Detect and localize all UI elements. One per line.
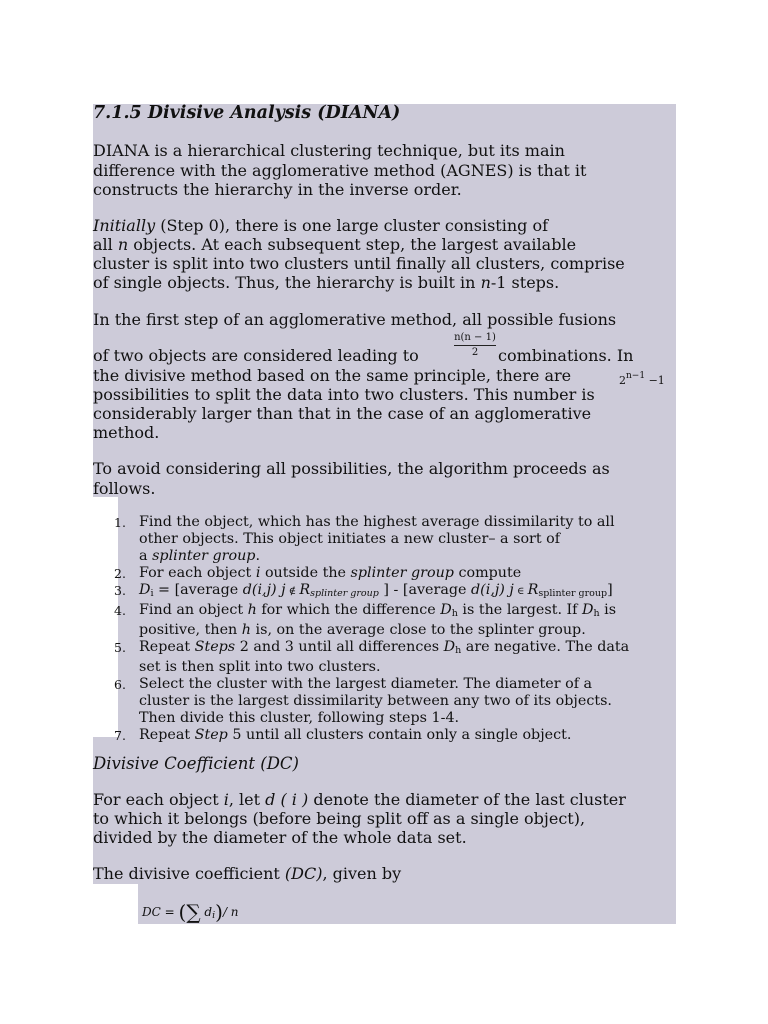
list-item — [114, 602, 629, 639]
var-n: n — [480, 273, 491, 292]
dc-heading — [93, 754, 299, 774]
italic-text: D — [440, 602, 452, 618]
step0-line-4 — [93, 273, 559, 293]
step1-line — [139, 548, 615, 565]
initially-italic: Initially — [93, 216, 156, 235]
text: Repeat — [139, 727, 195, 743]
list-item-text — [139, 565, 521, 582]
algorithm-steps-list — [114, 514, 629, 744]
intro-line-2: difference with the agglomerative method (AGNES) is that it — [93, 161, 587, 180]
italic-text: i — [223, 790, 229, 809]
text: a — [139, 548, 153, 564]
step4-line — [139, 622, 616, 639]
formula-paren: ( — [178, 900, 187, 924]
step0-text: -1 steps. — [490, 273, 560, 292]
avoid-line-1: To avoid considering all possibilities, the algorithm proceeds as — [93, 459, 610, 478]
fusions-line-5: considerably larger than that in the case of an agglomerative — [93, 404, 592, 423]
list-item — [114, 514, 629, 565]
text: is the largest. If — [457, 602, 583, 618]
subscript: h — [455, 645, 462, 656]
list-number: 5. — [114, 640, 126, 655]
subscript: i — [150, 588, 154, 599]
text: Find an object — [139, 602, 248, 618]
subscript: splinter group — [538, 588, 608, 599]
list-number: 7. — [114, 728, 126, 743]
fusions-line-4: possibilities to split the data into two clusters. This number is — [93, 385, 595, 404]
italic-text: h — [241, 622, 251, 638]
list-item-text — [139, 514, 615, 565]
italic-text: d ( i ) — [265, 790, 309, 809]
fusions-text: the divisive method based on the same principle, there are — [93, 366, 572, 385]
intro-line-1: DIANA is a hierarchical clustering technique, but its main — [93, 141, 565, 160]
italic-text: Steps — [194, 639, 236, 655]
italic-text: d(i,j) j — [242, 582, 286, 598]
text: , let — [228, 790, 266, 809]
list-item-text — [139, 676, 612, 727]
text: For each object — [93, 790, 224, 809]
dc-heading-text: Divisive Coefficient (DC) — [93, 754, 299, 773]
fusions-line-2a: of two objects are considered leading to — [93, 346, 419, 365]
step6-line: cluster is the largest dissimilarity between any two of its objects. — [139, 693, 612, 709]
formula-paren: ) — [215, 900, 223, 924]
fusions-line-3 — [93, 366, 571, 386]
fusions-line-1: In the first step of an agglomerative method, all possible fusions — [93, 310, 617, 329]
formula-d: d — [200, 905, 213, 919]
list-item-text — [139, 727, 571, 744]
text: denote the diameter of the last cluster — [308, 790, 626, 809]
italic-text: splinter group — [350, 565, 454, 581]
dc-p1-line-2: to which it belongs (before being split off as a single object), — [93, 809, 586, 828]
text: = [average — [153, 582, 243, 598]
text: are negative. The data — [461, 639, 630, 655]
step1-line: other objects. This object initiates a new cluster– a sort of — [139, 531, 561, 547]
power-expression — [619, 367, 665, 391]
fusions-line-6: method. — [93, 423, 160, 442]
not-in-symbol: ∉ — [285, 586, 300, 597]
list-number: 4. — [114, 603, 126, 618]
list-item-text — [139, 582, 613, 602]
italic-text: R — [527, 582, 539, 598]
step4-line — [139, 602, 616, 622]
text: The divisive coefficient — [93, 864, 285, 883]
text: outside the — [260, 565, 351, 581]
subscript: splinter group — [310, 588, 379, 599]
list-item-text — [139, 602, 616, 639]
italic-text: R — [299, 582, 311, 598]
italic-text: Step — [194, 727, 228, 743]
fraction-n-n-minus-1-over-2 — [454, 332, 496, 360]
list-item-text — [139, 639, 629, 676]
step0-line-1 — [93, 216, 548, 236]
avoid-line-2: follows. — [93, 479, 156, 498]
italic-text: D — [443, 639, 456, 655]
section-heading: 7.1.5 Divisive Analysis (DIANA) — [93, 103, 401, 123]
step5-line — [139, 639, 629, 659]
in-symbol: ∈ — [513, 586, 528, 597]
text: is, on the average close to the splinter group. — [251, 622, 586, 638]
list-item — [114, 565, 629, 582]
text: Repeat — [139, 639, 195, 655]
text: , given by — [322, 864, 402, 883]
step0-line-2 — [93, 235, 576, 255]
italic-text: splinter group — [152, 548, 256, 564]
power-tail: −1 — [645, 374, 665, 387]
step0-text: (Step 0), there is one large cluster consisting of — [155, 216, 549, 235]
text: for which the difference — [256, 602, 441, 618]
list-number: 6. — [114, 677, 126, 692]
text: . — [255, 548, 261, 564]
italic-text: h — [247, 602, 257, 618]
text: ] — [607, 582, 613, 598]
step0-text: all — [93, 235, 118, 254]
text: For each object — [139, 565, 256, 581]
text: positive, then — [139, 622, 242, 638]
step5-line: set is then split into two clusters. — [139, 659, 381, 675]
step0-text: objects. At each subsequent step, the largest available — [128, 235, 577, 254]
power-exponent: n−1 — [626, 371, 646, 381]
list-item — [114, 639, 629, 676]
italic-text: D — [139, 582, 151, 598]
var-n: n — [117, 235, 129, 254]
dc-p1-line-3: divided by the diameter of the whole data set. — [93, 828, 467, 847]
list-item — [114, 676, 629, 727]
list-item — [114, 582, 629, 602]
subscript: h — [451, 608, 458, 619]
sum-symbol: ∑ — [186, 900, 201, 924]
text: 2 and 3 until all differences — [235, 639, 444, 655]
fusions-line-2b: combinations. In — [498, 346, 634, 365]
text: is — [599, 602, 617, 618]
text: 5 until all clusters contain only a single object. — [227, 727, 572, 743]
step0-line-3: cluster is split into two clusters until finally all clusters, comprise — [93, 254, 625, 273]
dc-formula — [142, 900, 239, 924]
italic-text: D — [582, 602, 594, 618]
italic-text: i — [255, 565, 261, 581]
list-number: 3. — [114, 583, 126, 598]
list-number: 2. — [114, 566, 126, 581]
list-number: 1. — [114, 515, 126, 530]
dc-p1-line-1 — [93, 790, 626, 810]
formula-lhs: DC = — [142, 905, 179, 919]
italic-text: d(i,j) j — [471, 582, 514, 598]
step1-line: Find the object, which has the highest average dissimilarity to all — [139, 514, 615, 530]
step6-line: Select the cluster with the largest diameter. The diameter of a — [139, 676, 593, 692]
text: compute — [453, 565, 522, 581]
list-item — [114, 727, 629, 744]
italic-text: (DC) — [284, 864, 323, 883]
fraction-denominator: 2 — [471, 347, 479, 358]
step0-text: of single objects. Thus, the hierarchy is built in — [93, 273, 481, 292]
step6-line: Then divide this cluster, following steps 1-4. — [139, 710, 460, 726]
power-base: 2 — [619, 374, 626, 387]
dc-p2-line-1 — [93, 864, 401, 884]
formula-subscript: i — [212, 910, 216, 921]
fraction-numerator: n(n − 1) — [454, 332, 496, 346]
subscript: h — [593, 608, 600, 619]
intro-line-3: constructs the hierarchy in the inverse order. — [93, 180, 462, 199]
formula-rest: / n — [222, 905, 239, 919]
text: ] - [average — [378, 582, 472, 598]
